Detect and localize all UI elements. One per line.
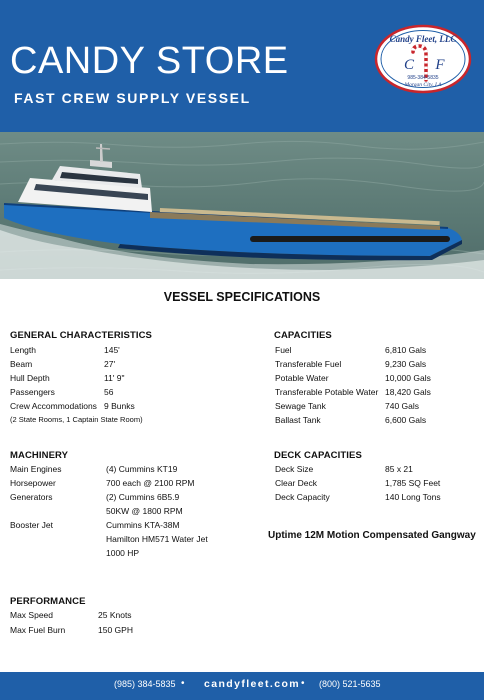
- machinery-label: Generators: [10, 492, 53, 502]
- capacities-heading: CAPACITIES: [274, 330, 332, 341]
- deck-label: Deck Size: [275, 464, 314, 474]
- spec-label: Beam: [10, 359, 33, 369]
- machinery-heading: MACHINERY: [10, 450, 69, 461]
- capacity-value: 6,810 Gals: [385, 345, 427, 355]
- spec-value: 11' 9": [104, 373, 125, 383]
- capacity-value: 18,420 Gals: [385, 387, 431, 397]
- deck-label: Deck Capacity: [275, 492, 330, 502]
- logo-letter-c: C: [403, 57, 415, 73]
- footer-website-link[interactable]: candyfleet.com: [204, 678, 301, 690]
- capacity-label: Ballast Tank: [275, 415, 321, 425]
- page-title: CANDY STORE: [10, 40, 289, 82]
- spec-value: 9 Bunks: [104, 401, 135, 411]
- machinery-value: (2) Cummins 6B5.9: [106, 492, 180, 502]
- vessel-photo: [0, 132, 484, 279]
- machinery-value: 1000 HP: [106, 548, 140, 558]
- capacity-label: Fuel: [275, 345, 292, 355]
- capacity-label: Potable Water: [275, 373, 329, 383]
- machinery-label: Horsepower: [10, 478, 56, 488]
- candy-fleet-logo: [374, 24, 472, 94]
- capacity-value: 740 Gals: [385, 401, 420, 411]
- capacity-value: 9,230 Gals: [385, 359, 427, 369]
- performance-value: 150 GPH: [98, 625, 133, 635]
- machinery-label: Booster Jet: [10, 520, 53, 530]
- performance-heading: PERFORMANCE: [10, 596, 86, 607]
- spec-label: Passengers: [10, 387, 55, 397]
- crew-note: (2 State Rooms, 1 Captain State Room): [10, 415, 143, 424]
- capacity-value: 10,000 Gals: [385, 373, 431, 383]
- footer-phone-tollfree[interactable]: (800) 521-5635: [319, 679, 381, 689]
- logo-city: Morgan City, LA: [404, 82, 442, 88]
- deck-value: 85 x 21: [385, 464, 413, 474]
- machinery-value: 50KW @ 1800 RPM: [106, 506, 183, 516]
- spec-label: Length: [10, 345, 36, 355]
- performance-value: 25 Knots: [98, 610, 132, 620]
- page-subtitle: FAST CREW SUPPLY VESSEL: [14, 90, 251, 106]
- spec-value: 27': [104, 359, 116, 369]
- machinery-label: Main Engines: [10, 464, 62, 474]
- gangway-feature: Uptime 12M Motion Compensated Gangway: [268, 530, 476, 541]
- deck-capacities-heading: DECK CAPACITIES: [274, 450, 362, 461]
- machinery-value: (4) Cummins KT19: [106, 464, 178, 474]
- logo-company-text: Candy Fleet, LLC: [389, 34, 457, 44]
- logo-letter-f: F: [435, 57, 445, 73]
- spec-value: 56: [104, 387, 114, 397]
- footer-phone-local[interactable]: (985) 384-5835: [114, 679, 176, 689]
- capacity-value: 6,600 Gals: [385, 415, 427, 425]
- capacity-label: Sewage Tank: [275, 401, 326, 411]
- spec-value: 145': [104, 345, 120, 355]
- machinery-value: Hamilton HM571 Water Jet: [106, 534, 208, 544]
- footer-bar: [0, 672, 484, 700]
- header-banner: [0, 0, 484, 132]
- specifications-title: VESSEL SPECIFICATIONS: [163, 290, 321, 304]
- spec-label: Hull Depth: [10, 373, 50, 383]
- machinery-value: Cummins KTA-38M: [106, 520, 180, 530]
- logo-phone: 985-384-5835: [407, 75, 439, 81]
- capacity-label: Transferable Fuel: [275, 359, 342, 369]
- footer-separator: •: [181, 678, 185, 689]
- general-characteristics-heading: GENERAL CHARACTERISTICS: [10, 330, 152, 341]
- spec-label: Crew Accommodations: [10, 401, 97, 411]
- deck-label: Clear Deck: [275, 478, 318, 488]
- deck-value: 1,785 SQ Feet: [385, 478, 441, 488]
- machinery-value: 700 each @ 2100 RPM: [106, 478, 195, 488]
- performance-label: Max Speed: [10, 610, 53, 620]
- performance-label: Max Fuel Burn: [10, 625, 66, 635]
- deck-value: 140 Long Tons: [385, 492, 441, 502]
- capacity-label: Transferable Potable Water: [275, 387, 379, 397]
- footer-separator: •: [301, 678, 305, 689]
